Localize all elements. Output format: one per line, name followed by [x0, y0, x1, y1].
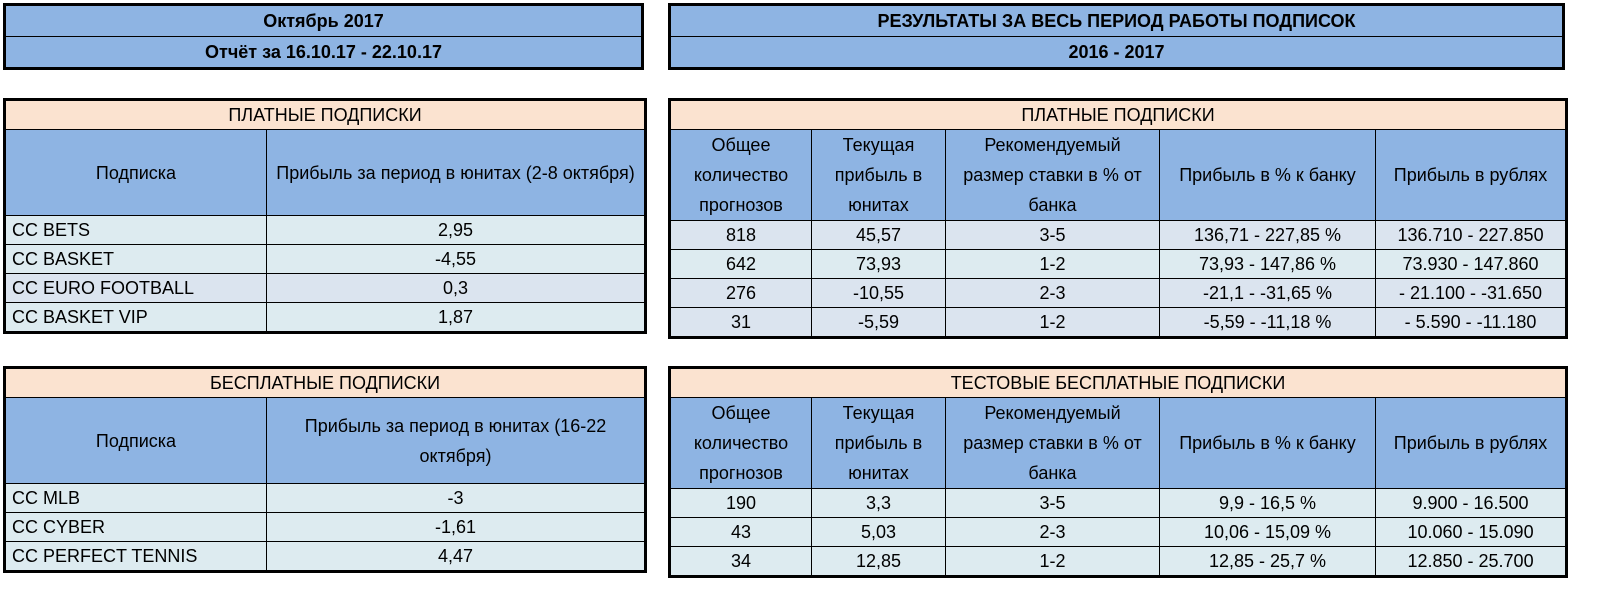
period-profit: 4,47	[267, 542, 646, 572]
recommended-stake: 1-2	[946, 250, 1160, 279]
subscription-name: CC BASKET	[5, 245, 267, 274]
profit-percent: 12,85 - 25,7 %	[1160, 547, 1376, 577]
subscription-name: CC EURO FOOTBALL	[5, 274, 267, 303]
test-free-subscriptions-totals-table	[668, 366, 1568, 578]
paid-subscriptions-totals-table	[668, 98, 1568, 339]
col-subscription: Подписка	[5, 130, 267, 216]
paid-subscriptions-period-table	[3, 98, 647, 334]
subscription-name: CC MLB	[5, 484, 267, 513]
col-profit-percent: Прибыль в % к банку	[1160, 398, 1376, 489]
subscription-name: CC BASKET VIP	[5, 303, 267, 333]
subscription-name: CC BETS	[5, 216, 267, 245]
total-forecasts: 34	[670, 547, 812, 577]
section-title: БЕСПЛАТНЫЕ ПОДПИСКИ	[5, 368, 646, 398]
recommended-stake: 1-2	[946, 547, 1160, 577]
current-profit: 5,03	[812, 518, 946, 547]
period-profit: 1,87	[267, 303, 646, 333]
recommended-stake: 2-3	[946, 518, 1160, 547]
period-profit: -1,61	[267, 513, 646, 542]
col-recommended-stake: Рекомендуемый размер ставки в % от банка	[946, 130, 1160, 221]
profit-percent: 9,9 - 16,5 %	[1160, 489, 1376, 518]
results-title: РЕЗУЛЬТАТЫ ЗА ВЕСЬ ПЕРИОД РАБОТЫ ПОДПИСОК	[670, 5, 1564, 37]
total-forecasts: 818	[670, 221, 812, 250]
profit-rubles: 9.900 - 16.500	[1376, 489, 1567, 518]
profit-percent: -5,59 - -11,18 %	[1160, 308, 1376, 338]
col-current-profit: Текущая прибыль в юнитах	[812, 398, 946, 489]
subscription-name: CC CYBER	[5, 513, 267, 542]
col-period-profit: Прибыль за период в юнитах (2-8 октября)	[267, 130, 646, 216]
report-period: Отчёт за 16.10.17 - 22.10.17	[5, 37, 643, 69]
profit-percent: -21,1 - -31,65 %	[1160, 279, 1376, 308]
col-profit-rubles: Прибыль в рублях	[1376, 398, 1567, 489]
recommended-stake: 1-2	[946, 308, 1160, 338]
section-title: ПЛАТНЫЕ ПОДПИСКИ	[5, 100, 646, 130]
period-profit: 2,95	[267, 216, 646, 245]
subscription-name: CC PERFECT TENNIS	[5, 542, 267, 572]
section-title: ТЕСТОВЫЕ БЕСПЛАТНЫЕ ПОДПИСКИ	[670, 368, 1567, 398]
col-total-forecasts: Общее количество прогнозов	[670, 398, 812, 489]
profit-rubles: 10.060 - 15.090	[1376, 518, 1567, 547]
profit-percent: 73,93 - 147,86 %	[1160, 250, 1376, 279]
left-header-table	[3, 3, 644, 70]
profit-percent: 10,06 - 15,09 %	[1160, 518, 1376, 547]
profit-rubles: 12.850 - 25.700	[1376, 547, 1567, 577]
current-profit: 45,57	[812, 221, 946, 250]
col-recommended-stake: Рекомендуемый размер ставки в % от банка	[946, 398, 1160, 489]
current-profit: 73,93	[812, 250, 946, 279]
current-profit: 3,3	[812, 489, 946, 518]
report-month: Октябрь 2017	[5, 5, 643, 37]
period-profit: 0,3	[267, 274, 646, 303]
recommended-stake: 3-5	[946, 221, 1160, 250]
section-title: ПЛАТНЫЕ ПОДПИСКИ	[670, 100, 1567, 130]
total-forecasts: 642	[670, 250, 812, 279]
free-subscriptions-period-table	[3, 366, 647, 573]
profit-rubles: - 5.590 - -11.180	[1376, 308, 1567, 338]
col-period-profit: Прибыль за период в юнитах (16-22 октября)	[267, 398, 646, 484]
recommended-stake: 2-3	[946, 279, 1160, 308]
total-forecasts: 276	[670, 279, 812, 308]
profit-rubles: - 21.100 - -31.650	[1376, 279, 1567, 308]
col-profit-rubles: Прибыль в рублях	[1376, 130, 1567, 221]
col-total-forecasts: Общее количество прогнозов	[670, 130, 812, 221]
period-profit: -4,55	[267, 245, 646, 274]
total-forecasts: 31	[670, 308, 812, 338]
results-years: 2016 - 2017	[670, 37, 1564, 69]
period-profit: -3	[267, 484, 646, 513]
right-header-table	[668, 3, 1565, 70]
col-profit-percent: Прибыль в % к банку	[1160, 130, 1376, 221]
current-profit: -10,55	[812, 279, 946, 308]
current-profit: 12,85	[812, 547, 946, 577]
recommended-stake: 3-5	[946, 489, 1160, 518]
col-current-profit: Текущая прибыль в юнитах	[812, 130, 946, 221]
current-profit: -5,59	[812, 308, 946, 338]
total-forecasts: 43	[670, 518, 812, 547]
col-subscription: Подписка	[5, 398, 267, 484]
profit-rubles: 73.930 - 147.860	[1376, 250, 1567, 279]
total-forecasts: 190	[670, 489, 812, 518]
profit-rubles: 136.710 - 227.850	[1376, 221, 1567, 250]
profit-percent: 136,71 - 227,85 %	[1160, 221, 1376, 250]
